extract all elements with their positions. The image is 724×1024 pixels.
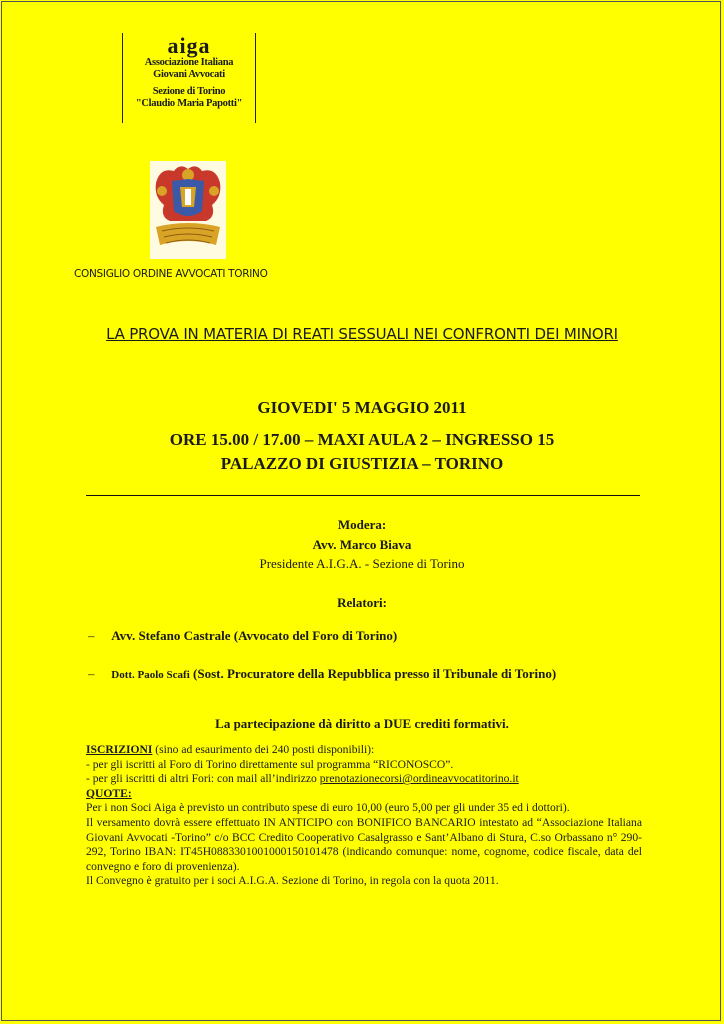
event-date: GIOVEDI' 5 MAGGIO 2011	[257, 398, 467, 417]
registration-line-2: - per gli iscritti di altri Fori: con mail all’indirizzo prenotazionecorsi@ordineavvocatitorino.it	[86, 772, 519, 786]
crest-caption: CONSIGLIO ORDINE AVVOCATI TORINO	[74, 268, 268, 280]
speaker-item: – Avv. Stefano Castrale (Avvocato del Foro di Torino)	[88, 628, 398, 643]
event-time-place: ORE 15.00 / 17.00 – MAXI AULA 2 – INGRESSO 15	[169, 430, 555, 449]
fees-paragraph-1: Per i non Soci Aiga è previsto un contributo spese di euro 10,00 (euro 5,00 per gli under 35 ed i dottori).	[86, 801, 570, 815]
speakers-heading: Relatori:	[337, 595, 387, 610]
event-venue: PALAZZO DI GIUSTIZIA – TORINO	[220, 454, 504, 473]
logo-name: aiga	[167, 33, 211, 58]
fees-paragraph-3: Il Convegno è gratuito per i soci A.I.G.A. Sezione di Torino, in regola con la quota 2011.	[86, 874, 499, 888]
speaker-item: – Dott. Paolo Scafi (Sost. Procuratore della Repubblica presso il Tribunale di Torino)	[88, 666, 557, 681]
registration-heading: ISCRIZIONI	[86, 743, 153, 756]
credits-note: La partecipazione dà diritto a DUE crediti formativi.	[215, 716, 509, 731]
email-link[interactable]: prenotazionecorsi@ordineavvocatitorino.it	[319, 772, 519, 786]
page-title: LA PROVA IN MATERIA DI REATI SESSUALI NEI CONFRONTI DEI MINORI	[106, 325, 618, 343]
registration-line-1: - per gli iscritti al Foro di Torino direttamente sul programma “RICONOSCO”.	[86, 757, 454, 771]
speaker-name: Dott. Paolo Scafi	[111, 669, 190, 681]
coat-of-arms-icon	[150, 161, 226, 259]
fees-heading: QUOTE:	[86, 786, 132, 800]
logo-line-3: Sezione di Torino	[152, 86, 226, 97]
divider	[86, 495, 640, 496]
logo-line-1: Associazione Italiana	[144, 57, 234, 68]
fees-paragraph-2: Il versamento dovrà essere effettuato IN ANTICIPO con BONIFICO BANCARIO intestato ad “Associazione Italiana Giovani Avvocati -Torino” c/o BCC Credito Cooperativo Casalgrasso e Sant’Albano di Stura, C.so Orbassano n° 290-292, Torino IBAN: IT45H0883301001000150101478 (indicando comunque: nome, cognome, codice fiscale, data del convegno e foro di provenienza).	[86, 815, 642, 873]
logo-line-4: "Claudio Maria Papotti"	[135, 98, 243, 109]
speaker-name: Avv. Stefano Castrale	[111, 628, 231, 643]
moderator-heading: Modera:	[337, 517, 387, 532]
aiga-logo	[122, 33, 256, 123]
registration-info	[86, 743, 642, 889]
moderator-role: Presidente A.I.G.A. - Sezione di Torino	[259, 556, 465, 571]
moderator-name: Avv. Marco Biava	[312, 537, 412, 552]
registration-heading-line: ISCRIZIONI (sino ad esaurimento dei 240 posti disponibili):	[86, 743, 375, 756]
speaker-role: (Sost. Procuratore della Repubblica presso il Tribunale di Torino)	[193, 666, 557, 681]
speaker-role: (Avvocato del Foro di Torino)	[233, 628, 398, 643]
logo-line-2: Giovani Avvocati	[153, 69, 225, 80]
